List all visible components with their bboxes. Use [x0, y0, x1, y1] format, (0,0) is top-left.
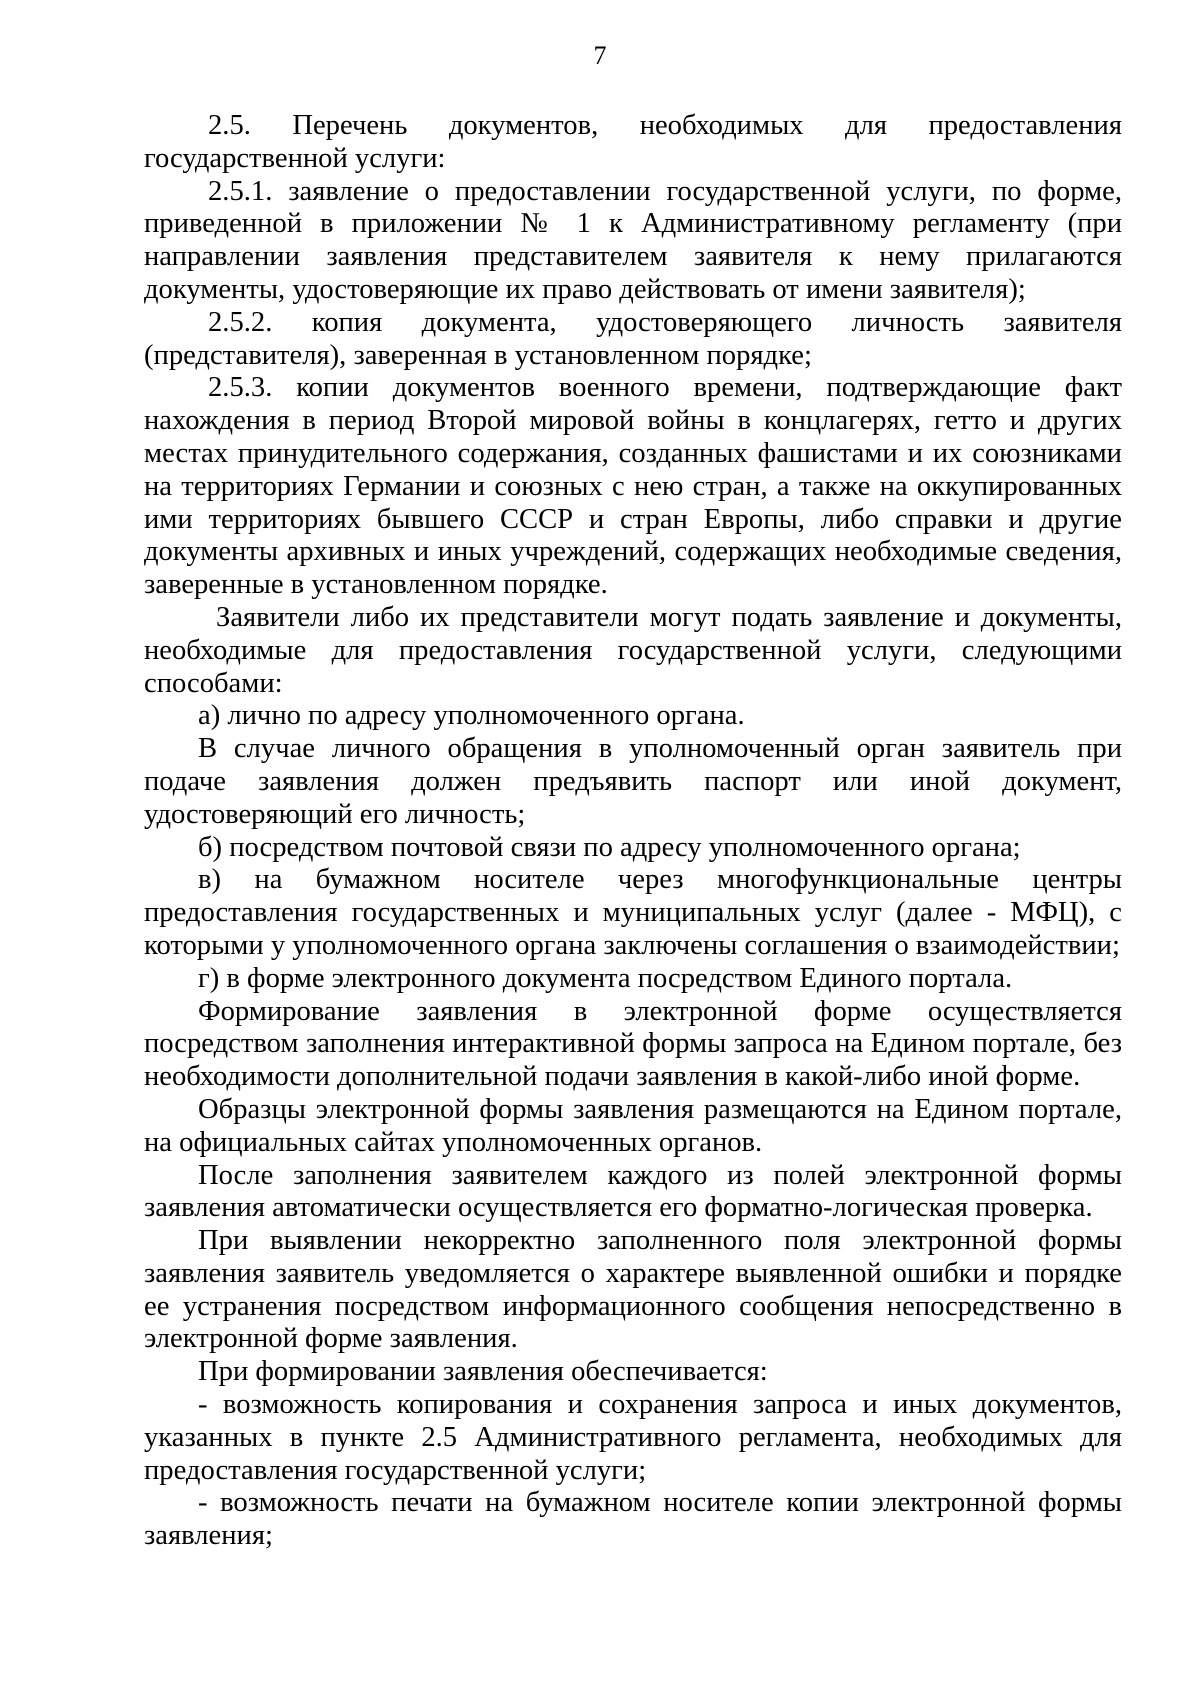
paragraph-2-5-2-identity-copy: 2.5.2. копия документа, удостоверяющего личность заявителя (представителя), заверенная в установленном порядке;: [144, 306, 1122, 371]
paragraph-in-person-passport: В случае личного обращения в уполномоченный орган заявитель при подаче заявления должен предъявить паспорт или иной документ, удостоверяющий его личность;: [144, 733, 1122, 830]
paragraph-format-check: После заполнения заявителем каждого из полей электронной формы заявления автоматически осуществляется его форматно-логическая проверка.: [144, 1159, 1122, 1224]
paragraph-2-5-1-application: 2.5.1. заявление о предоставлении государственной услуги, по форме, приведенной в приложении № 1 к Административному регламенту (при направлении заявления представителем заявителя к нему прилагаются документы, удостоверяющие их право действовать от имени заявителя);: [144, 175, 1122, 305]
paragraph-provided-features: При формировании заявления обеспечивается:: [198, 1356, 768, 1388]
paragraph-method-b-post: б) посредством почтовой связи по адресу уполномоченного органа;: [198, 831, 1021, 863]
page-number: 7: [593, 41, 607, 70]
paragraph-2-5-3-wartime-documents: 2.5.3. копии документов военного времени, подтверждающие факт нахождения в период Второй мировой войны в концлагерях, гетто и других местах принудительного содержания, созданных фашистами и их союзниками на территориях Германии и союзных с нею стран, а также на оккупированных ими территориях бывшего СССР и стран Европы, либо справки и другие документы архивных и иных учреждений, содержащих необходимые сведения, заверенные в установленном порядке.: [144, 372, 1122, 601]
paragraph-error-notification: При выявлении некорректно заполненного поля электронной формы заявления заявитель уведомляется о характере выявленной ошибки и порядке ее устранения посредством информационного сообщения непосредственно в электронной форме заявления.: [144, 1225, 1122, 1355]
document-body: [144, 110, 1122, 1553]
paragraph-copy-save: - возможность копирования и сохранения запроса и иных документов, указанных в пункте 2.5 Административного регламента, необходимых для предоставления государственной услуги;: [144, 1389, 1122, 1486]
paragraph-2-5-documents-list: 2.5. Перечень документов, необходимых для предоставления государственной услуги:: [144, 110, 1122, 174]
paragraph-print-copy: - возможность печати на бумажном носителе копии электронной формы заявления;: [144, 1487, 1122, 1552]
paragraph-method-v-mfc: в) на бумажном носителе через многофункциональные центры предоставления государственных и муниципальных услуг (далее - МФЦ), с которыми у уполномоченного органа заключены соглашения о взаимодействии;: [144, 864, 1122, 961]
paragraph-method-g-portal: г) в форме электронного документа посредством Единого портала.: [198, 962, 1013, 994]
paragraph-form-samples: Образцы электронной формы заявления размещаются на Едином портале, на официальных сайтах уполномоченных органов.: [144, 1093, 1122, 1158]
paragraph-electronic-forming: Формирование заявления в электронной форме осуществляется посредством заполнения интерактивной формы запроса на Едином портале, без необходимости дополнительной подачи заявления в какой-либо иной форме.: [144, 995, 1122, 1093]
paragraph-submission-methods: Заявители либо их представители могут подать заявление и документы, необходимые для предоставления государственной услуги, следующими способами:: [144, 601, 1122, 699]
paragraph-method-a-in-person: а) лично по адресу уполномоченного органа.: [198, 700, 745, 732]
